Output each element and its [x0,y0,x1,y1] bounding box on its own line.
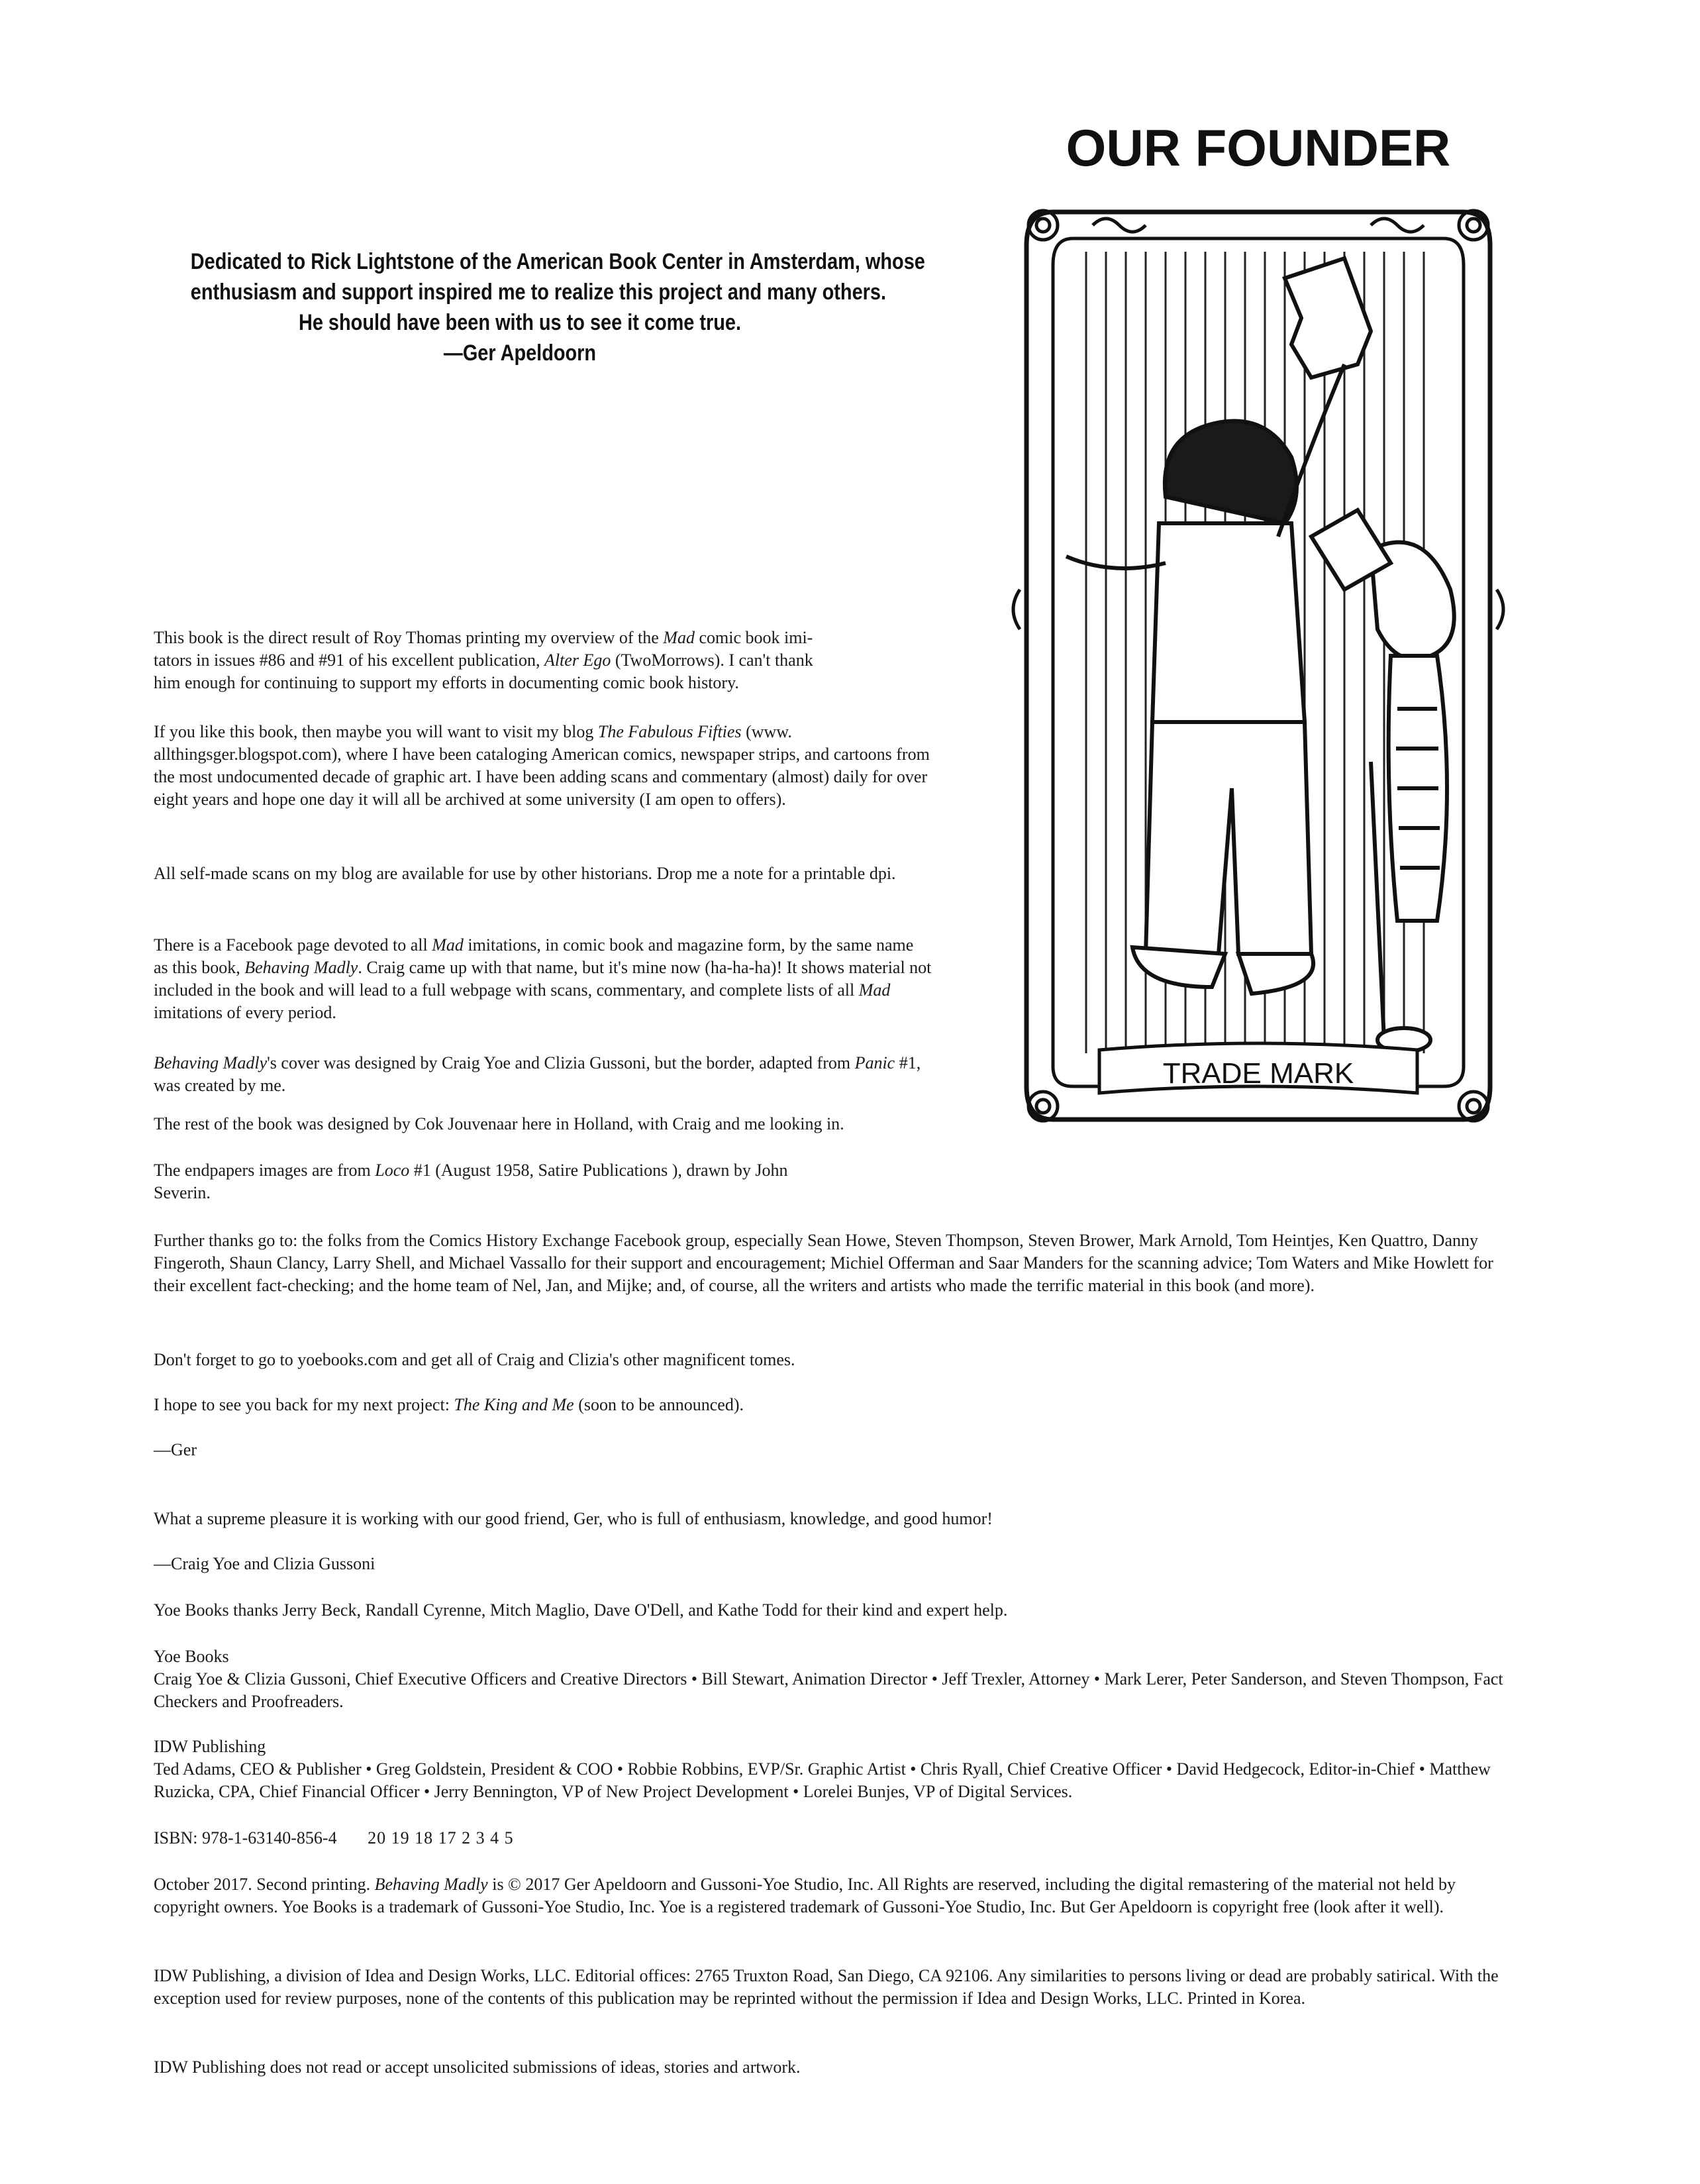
next-project-paragraph: I hope to see you back for my next project: The King and Me (soon to be announced). [154,1395,744,1414]
founder-drawing [1000,126,1517,1172]
intro-paragraph-6: The rest of the book was designed by Cok Jouvenaar here in Holland, with Craig and me looking in. [154,1114,844,1133]
dedication-signature: —Ger Apeldoorn [443,340,597,366]
our-founder-illustration [1000,126,1517,1172]
yoe-books-credits [154,1645,1518,1713]
idw-credits [154,1736,1518,1803]
intro-paragraph-1: This book is the direct result of Roy Thomas printing my overview of the Mad comic book imi- tators in issues #86 and #91 of his excellent publication, Alter Ego (TwoMorrows). I can't thank him enough for continuing to support my efforts in documenting comic book history. [154,628,813,692]
pleasure-paragraph: What a supreme pleasure it is working with our good friend, Ger, who is full of enthusiasm, knowledge, and good humor! [154,1509,993,1528]
yoe-books-heading: Yoe Books [154,1647,229,1666]
intro-paragraph-7: The endpapers images are from Loco #1 (August 1958, Satire Publications ), drawn by John Severin. [154,1161,788,1202]
copyright-paragraph: October 2017. Second printing. Behaving Madly is © 2017 Ger Apeldoorn and Gussoni-Yoe Studio, Inc. All Rights are reserved, including the digital remastering of the material not held by copyright owners. Yoe Books is a trademark of Gussoni-Yoe Studio, Inc. Yoe is a registered trademark of Gussoni-Yoe Studio, Inc. But Ger Apeldoorn is copyright free (look after it well). [154,1875,1456,1916]
thanks-paragraph: Further thanks go to: the folks from the Comics History Exchange Facebook group, especially Sean Howe, Steven Thompson, Steven Brower, Mark Arnold, Tom Heintjes, Ken Quattro, Danny Fingeroth, Shaun Clancy, Larry Shell, and Michael Vassallo for their support and encouragement; Michiel Offerman and Saar Manders for the scanning advice; Tom Waters and Mike Howlett for their excellent fact-checking; and the home team of Nel, Jan, and Mijke; and, of course, all the writers and artists who made the terrific material in this book (and more). [154,1231,1493,1295]
intro-paragraph-5: Behaving Madly's cover was designed by Craig Yoe and Clizia Gussoni, but the border, adapted from Panic #1, was created by me. [154,1053,921,1095]
yoe-gussoni-signature: —Craig Yoe and Clizia Gussoni [154,1554,375,1573]
isbn: ISBN: 978-1-63140-856-4 [154,1828,337,1847]
printing-numbers: 20 19 18 17 2 3 4 5 [368,1828,514,1847]
yoe-books-staff: Craig Yoe & Clizia Gussoni, Chief Executive Officers and Creative Directors • Bill Stewart, Animation Director • Jeff Trexler, Attorney • Mark Lerer, Peter Sanderson, and Steven Thompson, Fact Checkers and Proofreaders. [154,1669,1503,1711]
illustration-title: OUR FOUNDER [1066,126,1451,177]
intro-paragraph-3: All self-made scans on my blog are available for use by other historians. Drop me a note for a printable dpi. [154,864,896,883]
dedication-line: enthusiasm and support inspired me to realize this project and many others. [190,280,887,305]
intro-paragraph-2: If you like this book, then maybe you will want to visit my blog The Fabulous Fifties (www. allthingsger.blogspot.com), where I have been cataloging American comics, newspaper strips, and cartoons from the most undocumented decade of graphic art. I have been adding scans and commentary (almost) daily for over eight years and hope one day it will all be archived at some university (I am open to offers). [154,722,930,809]
illustration-caption: TRADE MARK [1162,1057,1354,1090]
ger-signature: —Ger [154,1440,197,1459]
yoebooks-paragraph: Don't forget to go to yoebooks.com and get all of Craig and Clizia's other magnificent tomes. [154,1350,795,1369]
isbn-line [154,1827,1518,1849]
yoe-thanks-paragraph: Yoe Books thanks Jerry Beck, Randall Cyrenne, Mitch Maglio, Dave O'Dell, and Kathe Todd for their kind and expert help. [154,1600,1008,1620]
idw-legal-paragraph: IDW Publishing, a division of Idea and Design Works, LLC. Editorial offices: 2765 Truxton Road, San Diego, CA 92106. Any similarities to persons living or dead are probably satirical. With the exception used for review purposes, none of the contents of this publication may be reprinted without the permission if Idea and Design Works, LLC. Printed in Korea. [154,1966,1499,2008]
boy-figure [1066,364,1344,994]
dedication-line: He should have been with us to see it come true. [298,310,742,335]
dedication-line: Dedicated to Rick Lightstone of the American Book Center in Amsterdam, whose [190,249,925,274]
idw-heading: IDW Publishing [154,1737,266,1756]
dedication [132,246,925,368]
submissions-paragraph: IDW Publishing does not read or accept unsolicited submissions of ideas, stories and artwork. [154,2057,801,2077]
idw-staff: Ted Adams, CEO & Publisher • Greg Goldstein, President & COO • Robbie Robbins, EVP/Sr. Graphic Artist • Chris Ryall, Chief Creative Officer • David Hedgecock, Editor-in-Chief • Matthew Ruzicka, CPA, Chief Financial Officer • Jerry Bennington, VP of New Project Development • Lorelei Bunjes, VP of Digital Services. [154,1759,1491,1801]
intro-paragraph-4: There is a Facebook page devoted to all Mad imitations, in comic book and magazine form, by the same name as this book, Behaving Madly. Craig came up with that name, but it's mine now (ha-ha-ha)! It shows material not included in the book and will lead to a full webpage with scans, commentary, and complete lists of all Mad imitations of every period. [154,935,932,1022]
cat-figure [1311,510,1454,1052]
